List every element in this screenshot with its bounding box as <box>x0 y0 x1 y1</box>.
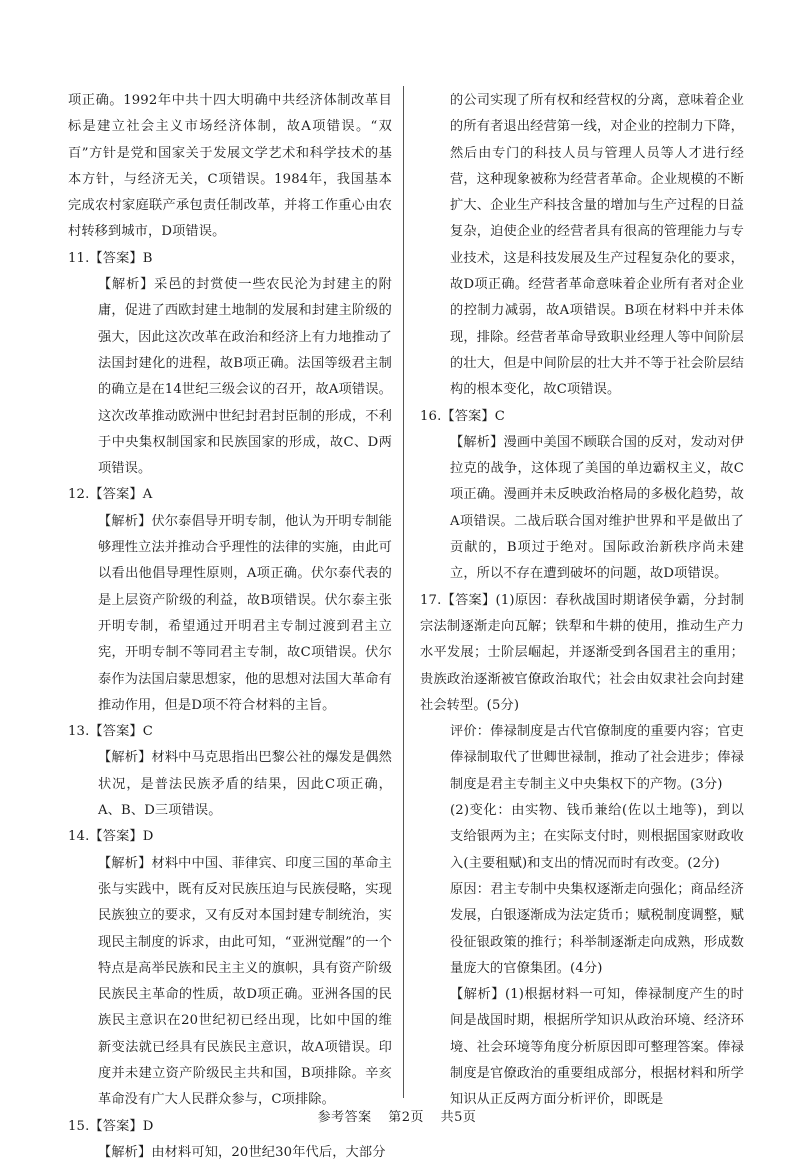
page-footer <box>0 1106 794 1125</box>
footer-title: 参考答案 <box>317 1110 372 1125</box>
answer-line: 15.【答案】D <box>68 1118 154 1134</box>
left-paragraph: 项正确。1992年中共十四大明确中共经济体制改革目标是建立社会主义市场经济体制，故A项错误。“双百”方针是党和国家关于发展文学艺术和科学技术的基本方针，与经济无关，C项错误。1984年，我国基本完成农村家庭联产承包责任制改革，并将工作重心由农村转移到城市，D项错误。 <box>68 93 392 240</box>
analysis-paragraph: 【解析】材料中中国、菲律宾、印度三国的革命主张与实践中，既有反对民族压迫与民族侵略，实现民族独立的要求，又有反对本国封建专制统治，实现民主制度的诉求，由此可知，“亚洲觉醒”的一个特点是高举民族和民主主义的旗帜，具有资产阶级民族民主革命的性质，故D项正确。亚洲各国的民族民主意识在20世纪初已经出现，比如中国的维新变法就已经具有民族民主意识，故A项错误。印度并未建立资产阶级民主共和国，B项排除。辛亥革命没有广大人民群众参与，C项排除。 <box>98 855 392 1108</box>
answer-line: 13.【答案】C <box>68 724 154 740</box>
footer-page-number: 第2页 <box>388 1110 424 1125</box>
change-paragraph: (2)变化：由实物、钱币兼给(佐以土地等)，到以支给银两为主；在实际支付时，则根据国家财政收入(主要租赋)和支出的情况而时有改变。(2分) <box>450 803 744 871</box>
answer-line: 11.【答案】B <box>68 250 153 266</box>
reason-paragraph: 原因：君主专制中央集权逐渐走向强化；商品经济发展，白银逐渐成为法定货币；赋税制度调整，赋役征银政策的推行；科举制逐渐走向成熟，形成数量庞大的官僚集团。(4分) <box>450 881 744 976</box>
right-paragraph: 的公司实现了所有权和经营权的分离，意味着企业的所有者退出经营第一线，对企业的控制力下降，然后由专门的科技人员与管理人员等人才进行经营，这种现象被称为经营者革命。企业规模的不断扩大、企业生产科技含量的增加与生产过程的日益复杂，迫使企业的经营者具有很高的管理能力与专业技术，这是科技发展及生产过程复杂化的要求，故D项正确。经营者革命意味着企业所有者对企业的控制力减弱，故A项错误。B项在材料中并未体现，排除。经营者革命导致职业经理人等中间阶层的壮大，但是中间阶层的壮大并不等于社会阶层结构的根本变化，故C项错误。 <box>450 93 744 398</box>
analysis-paragraph: 【解析】漫画中美国不顾联合国的反对，发动对伊拉克的战争，这体现了美国的单边霸权主义，故C项正确。漫画并未反映政治格局的多极化趋势，故A项错误。二战后联合国对维护世界和平是做出了贡献的，B项过于绝对。国际政治新秩序尚未建立，所以不存在遭到破坏的问题，故D项错误。 <box>450 434 744 582</box>
analysis-paragraph: 【解析】材料中马克思指出巴黎公社的爆发是偶然状况，是普法民族矛盾的结果，因此C项正确，A、B、D三项错误。 <box>98 750 392 819</box>
footer-total-pages: 共5页 <box>440 1110 477 1125</box>
right-column <box>420 88 744 1114</box>
analysis-paragraph: 【解析】伏尔泰倡导开明专制，他认为开明专制能够理性立法并推动合乎理性的法律的实施，由此可以看出他倡导理性原则，A项正确。伏尔泰代表的是上层资产阶级的利益，故B项错误。伏尔泰主张开明专制，希望通过开明君主专制过渡到君主立宪，开明专制不等同君主专制，故C项错误。伏尔泰作为法国启蒙思想家，他的思想对法国大革命有推动作用，但是D项不符合材料的主旨。 <box>98 513 392 713</box>
column-divider <box>403 86 404 1098</box>
left-column <box>68 88 392 1166</box>
answer-line: 17.【答案】(1)原因：春秋战国时期诸侯争霸，分封制宗法制逐渐走向瓦解；铁犁和牛耕的使用，推动生产力水平发展；士阶层崛起，并逐渐受到各国君主的重用；贵族政治逐渐被官僚政治取代；社会由奴隶社会向封建社会转型。(5分) <box>420 592 744 713</box>
answer-line: 14.【答案】D <box>68 829 154 845</box>
answer-line: 12.【答案】A <box>68 487 153 503</box>
analysis-paragraph: 【解析】(1)根据材料一可知，俸禄制度产生的时间是战国时期，根据所学知识从政治环境、经济环境、社会环境等角度分析原因即可整理答案。俸禄制度是官僚政治的重要组成部分，根据材料和所学知识从正反两方面分析评价，即既是 <box>450 987 744 1108</box>
analysis-paragraph: 【解析】由材料可知，20世纪30年代后，大部分 <box>98 1144 386 1160</box>
answer-line: 16.【答案】C <box>420 408 506 424</box>
evaluation-paragraph: 评价：俸禄制度是古代官僚制度的重要内容；官吏俸禄制取代了世卿世禄制，推动了社会进步；俸禄制度是君主专制主义中央集权下的产物。(3分) <box>450 724 744 792</box>
analysis-paragraph: 【解析】采邑的封赏使一些农民沦为封建主的附庸，促进了西欧封建土地制的发展和封建主阶级的强大，因此这次改革在政治和经济上有力地推动了法国封建化的进程，故B项正确。法国等级君主制的确立是在14世纪三级会议的召开，故A项错误。这次改革推动欧洲中世纪封君封臣制的形成，不利于中央集权制国家和民族国家的形成，故C、D两项错误。 <box>98 277 392 477</box>
